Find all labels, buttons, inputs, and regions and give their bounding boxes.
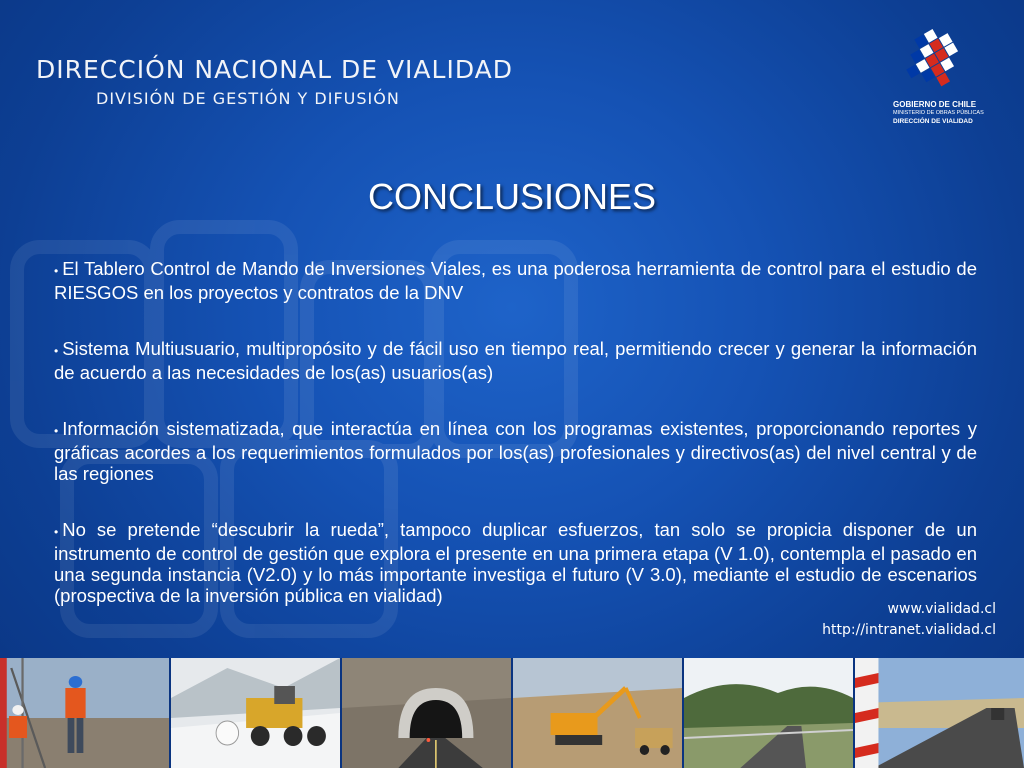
logo-line-ministry: MINISTERIO DE OBRAS PÚBLICAS: [893, 110, 984, 116]
list-item: [54, 418, 977, 484]
footer-links: [822, 599, 996, 641]
road-guardrail-photo: [853, 658, 1024, 768]
list-item: [54, 519, 977, 606]
division-subtitle: DIVISIÓN DE GESTIÓN Y DIFUSIÓN: [96, 89, 400, 108]
bullet-text: Sistema Multiusuario, multipropósito y de fácil uso en tiempo real, permitiendo crecer y generar la información de acuerdo a las necesidades de los(as) usuarios(as): [54, 338, 977, 383]
bullet-icon: •: [54, 264, 59, 278]
list-item: [54, 338, 977, 383]
bullet-icon: •: [54, 525, 59, 539]
tunnel-photo: [340, 658, 511, 768]
logo-line-directorate: DIRECCIÓN DE VIALIDAD: [893, 117, 973, 125]
excavator-photo: [511, 658, 682, 768]
photo-strip: [0, 658, 1024, 768]
bullet-icon: •: [54, 344, 59, 358]
bullet-text: Información sistematizada, que interactúa en línea con los programas existentes, proporcionando reportes y gráficas acordes a los requerimientos formulados por los(as) profesionales y directivos(as) del nivel central y de las regiones: [54, 418, 977, 484]
bullet-text: El Tablero Control de Mando de Inversiones Viales, es una poderosa herramienta de control para el estudio de RIESGOS en los proyectos y contratos de la DNV: [54, 258, 977, 303]
intranet-link[interactable]: http://intranet.vialidad.cl: [822, 622, 996, 638]
highway-landscape-photo: [682, 658, 853, 768]
bullet-icon: •: [54, 424, 59, 438]
government-logo-text: [893, 101, 993, 125]
conclusions-list: [54, 258, 977, 606]
organization-title: DIRECCIÓN NACIONAL DE VIALIDAD: [36, 55, 513, 84]
slide-title: CONCLUSIONES: [367, 176, 657, 217]
website-link[interactable]: www.vialidad.cl: [887, 601, 996, 617]
bullet-text: No se pretende “descubrir la rueda”, tampoco duplicar esfuerzos, tan solo se propicia disponer de un instrumento de control de gestión que explora el presente en una primera etapa (V 1.0), contempla el pasado en una segunda instancia (V2.0) y lo más importante investiga el futuro (V 3.0), mediante el estudio de escenarios (prospectiva de la inversión pública en vialidad): [54, 519, 977, 606]
construction-workers-photo: [0, 658, 169, 768]
logo-line-government: GOBIERNO DE CHILE: [893, 100, 977, 109]
list-item: [54, 258, 977, 303]
snow-grader-photo: [169, 658, 340, 768]
